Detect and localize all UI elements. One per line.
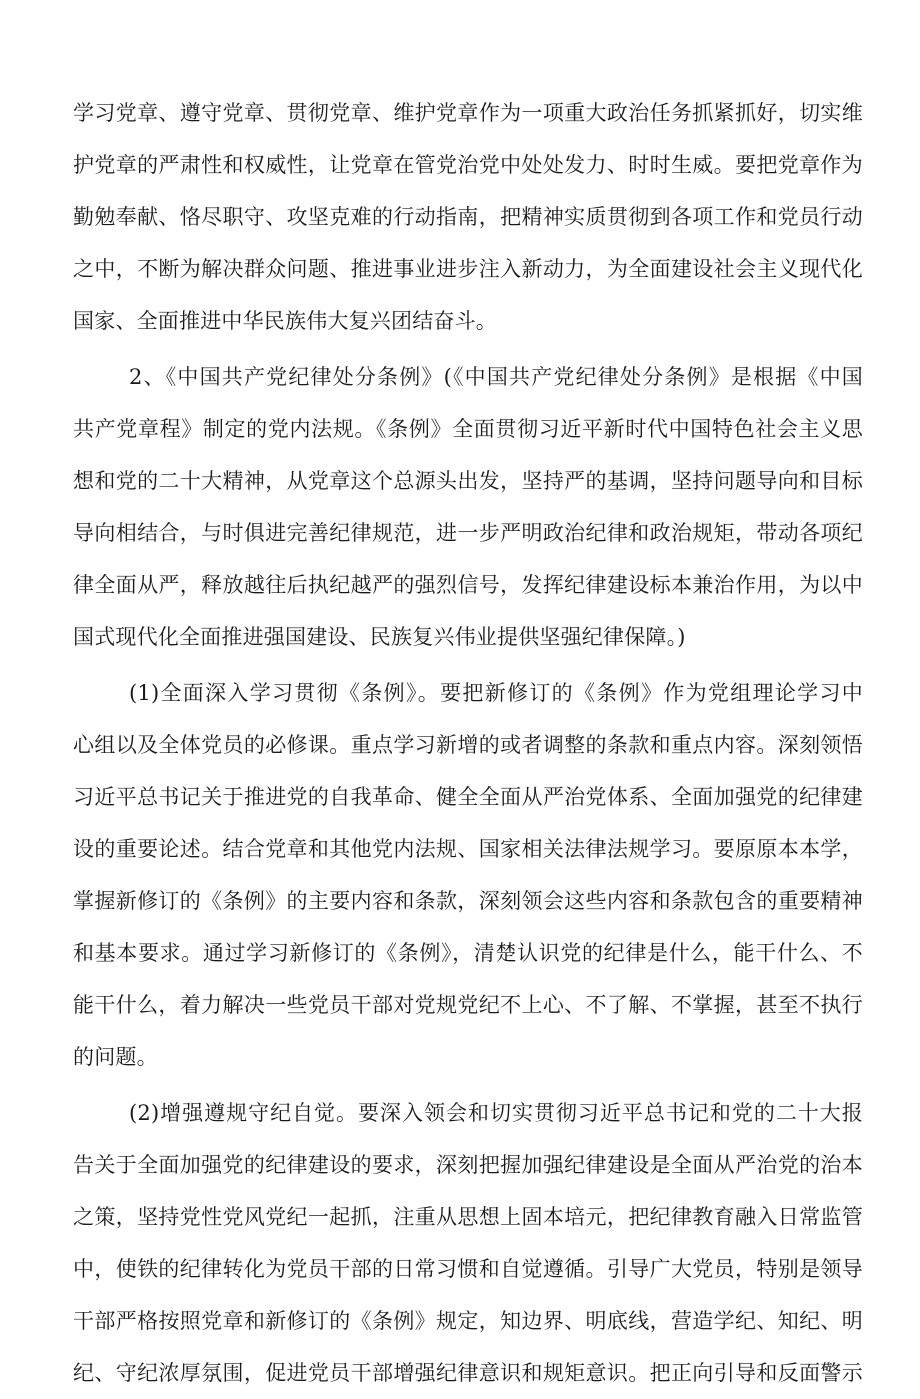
text-line: (1)全面深入学习贯彻《条例》。要把新修订的《条例》作为党组理论学习中 (129, 681, 863, 705)
text-line: 干部严格按照党章和新修订的《条例》规定，知边界、明底线，营造学纪、知纪、明 (73, 1309, 863, 1333)
text-line: 导向相结合，与时俱进完善纪律规范，进一步严明政治纪律和政治规矩，带动各项纪 (73, 521, 863, 545)
paragraph-sub-item-2 (73, 1087, 863, 1399)
text-line: 设的重要论述。结合党章和其他党内法规、国家相关法律法规学习。要原原本本学， (73, 837, 863, 861)
text-line: 掌握新修订的《条例》的主要内容和条款，深刻领会这些内容和条款包含的重要精神 (73, 889, 863, 913)
text-line: 中，使铁的纪律转化为党员干部的日常习惯和自觉遵循。引导广大党员，特别是领导 (73, 1257, 863, 1281)
text-line: 律全面从严，释放越往后执纪越严的强烈信号，发挥纪律建设标本兼治作用，为以中 (73, 573, 863, 597)
text-line: 告关于全面加强党的纪律建设的要求，深刻把握加强纪律建设是全面从严治党的治本 (73, 1153, 863, 1177)
paragraph-sub-item-1 (73, 667, 863, 1083)
text-line: 能干什么，着力解决一些党员干部对党规党纪不上心、不了解、不掌握，甚至不执行 (73, 993, 863, 1017)
text-line: 纪、守纪浓厚氛围，促进党员干部增强纪律意识和规矩意识。把正向引导和反面警示 (73, 1361, 863, 1385)
text-line: 国式现代化全面推进强国建设、民族复兴伟业提供坚强纪律保障。) (73, 625, 686, 649)
text-line: 的问题。 (73, 1045, 158, 1069)
text-line: 之策，坚持党性党风党纪一起抓，注重从思想上固本培元，把纪律教育融入日常监管 (73, 1205, 863, 1229)
text-line: 学习党章、遵守党章、贯彻党章、维护党章作为一项重大政治任务抓紧抓好，切实维 (73, 101, 863, 125)
text-line: (2)增强遵规守纪自觉。要深入领会和切实贯彻习近平总书记和党的二十大报 (129, 1101, 863, 1125)
paragraph-item-2 (73, 351, 863, 663)
text-line: 勤勉奉献、恪尽职守、攻坚克难的行动指南，把精神实质贯彻到各项工作和党员行动 (73, 205, 863, 229)
text-line: 心组以及全体党员的必修课。重点学习新增的或者调整的条款和重点内容。深刻领悟 (73, 733, 863, 757)
text-line: 和基本要求。通过学习新修订的《条例》，清楚认识党的纪律是什么，能干什么、不 (73, 941, 863, 965)
text-line: 2、《中国共产党纪律处分条例》(《中国共产党纪律处分条例》是根据《中国 (129, 365, 863, 389)
text-line: 之中，不断为解决群众问题、推进事业进步注入新动力，为全面建设社会主义现代化 (73, 257, 863, 281)
text-line: 护党章的严肃性和权威性，让党章在管党治党中处处发力、时时生威。要把党章作为 (73, 153, 863, 177)
document-body (73, 87, 863, 1399)
text-line: 习近平总书记关于推进党的自我革命、健全全面从严治党体系、全面加强党的纪律建 (73, 785, 863, 809)
paragraph-continued (73, 87, 863, 347)
text-line: 共产党章程》制定的党内法规。《条例》全面贯彻习近平新时代中国特色社会主义思 (73, 417, 863, 441)
text-line: 想和党的二十大精神，从党章这个总源头出发，坚持严的基调，坚持问题导向和目标 (73, 469, 863, 493)
text-line: 国家、全面推进中华民族伟大复兴团结奋斗。 (73, 309, 497, 333)
